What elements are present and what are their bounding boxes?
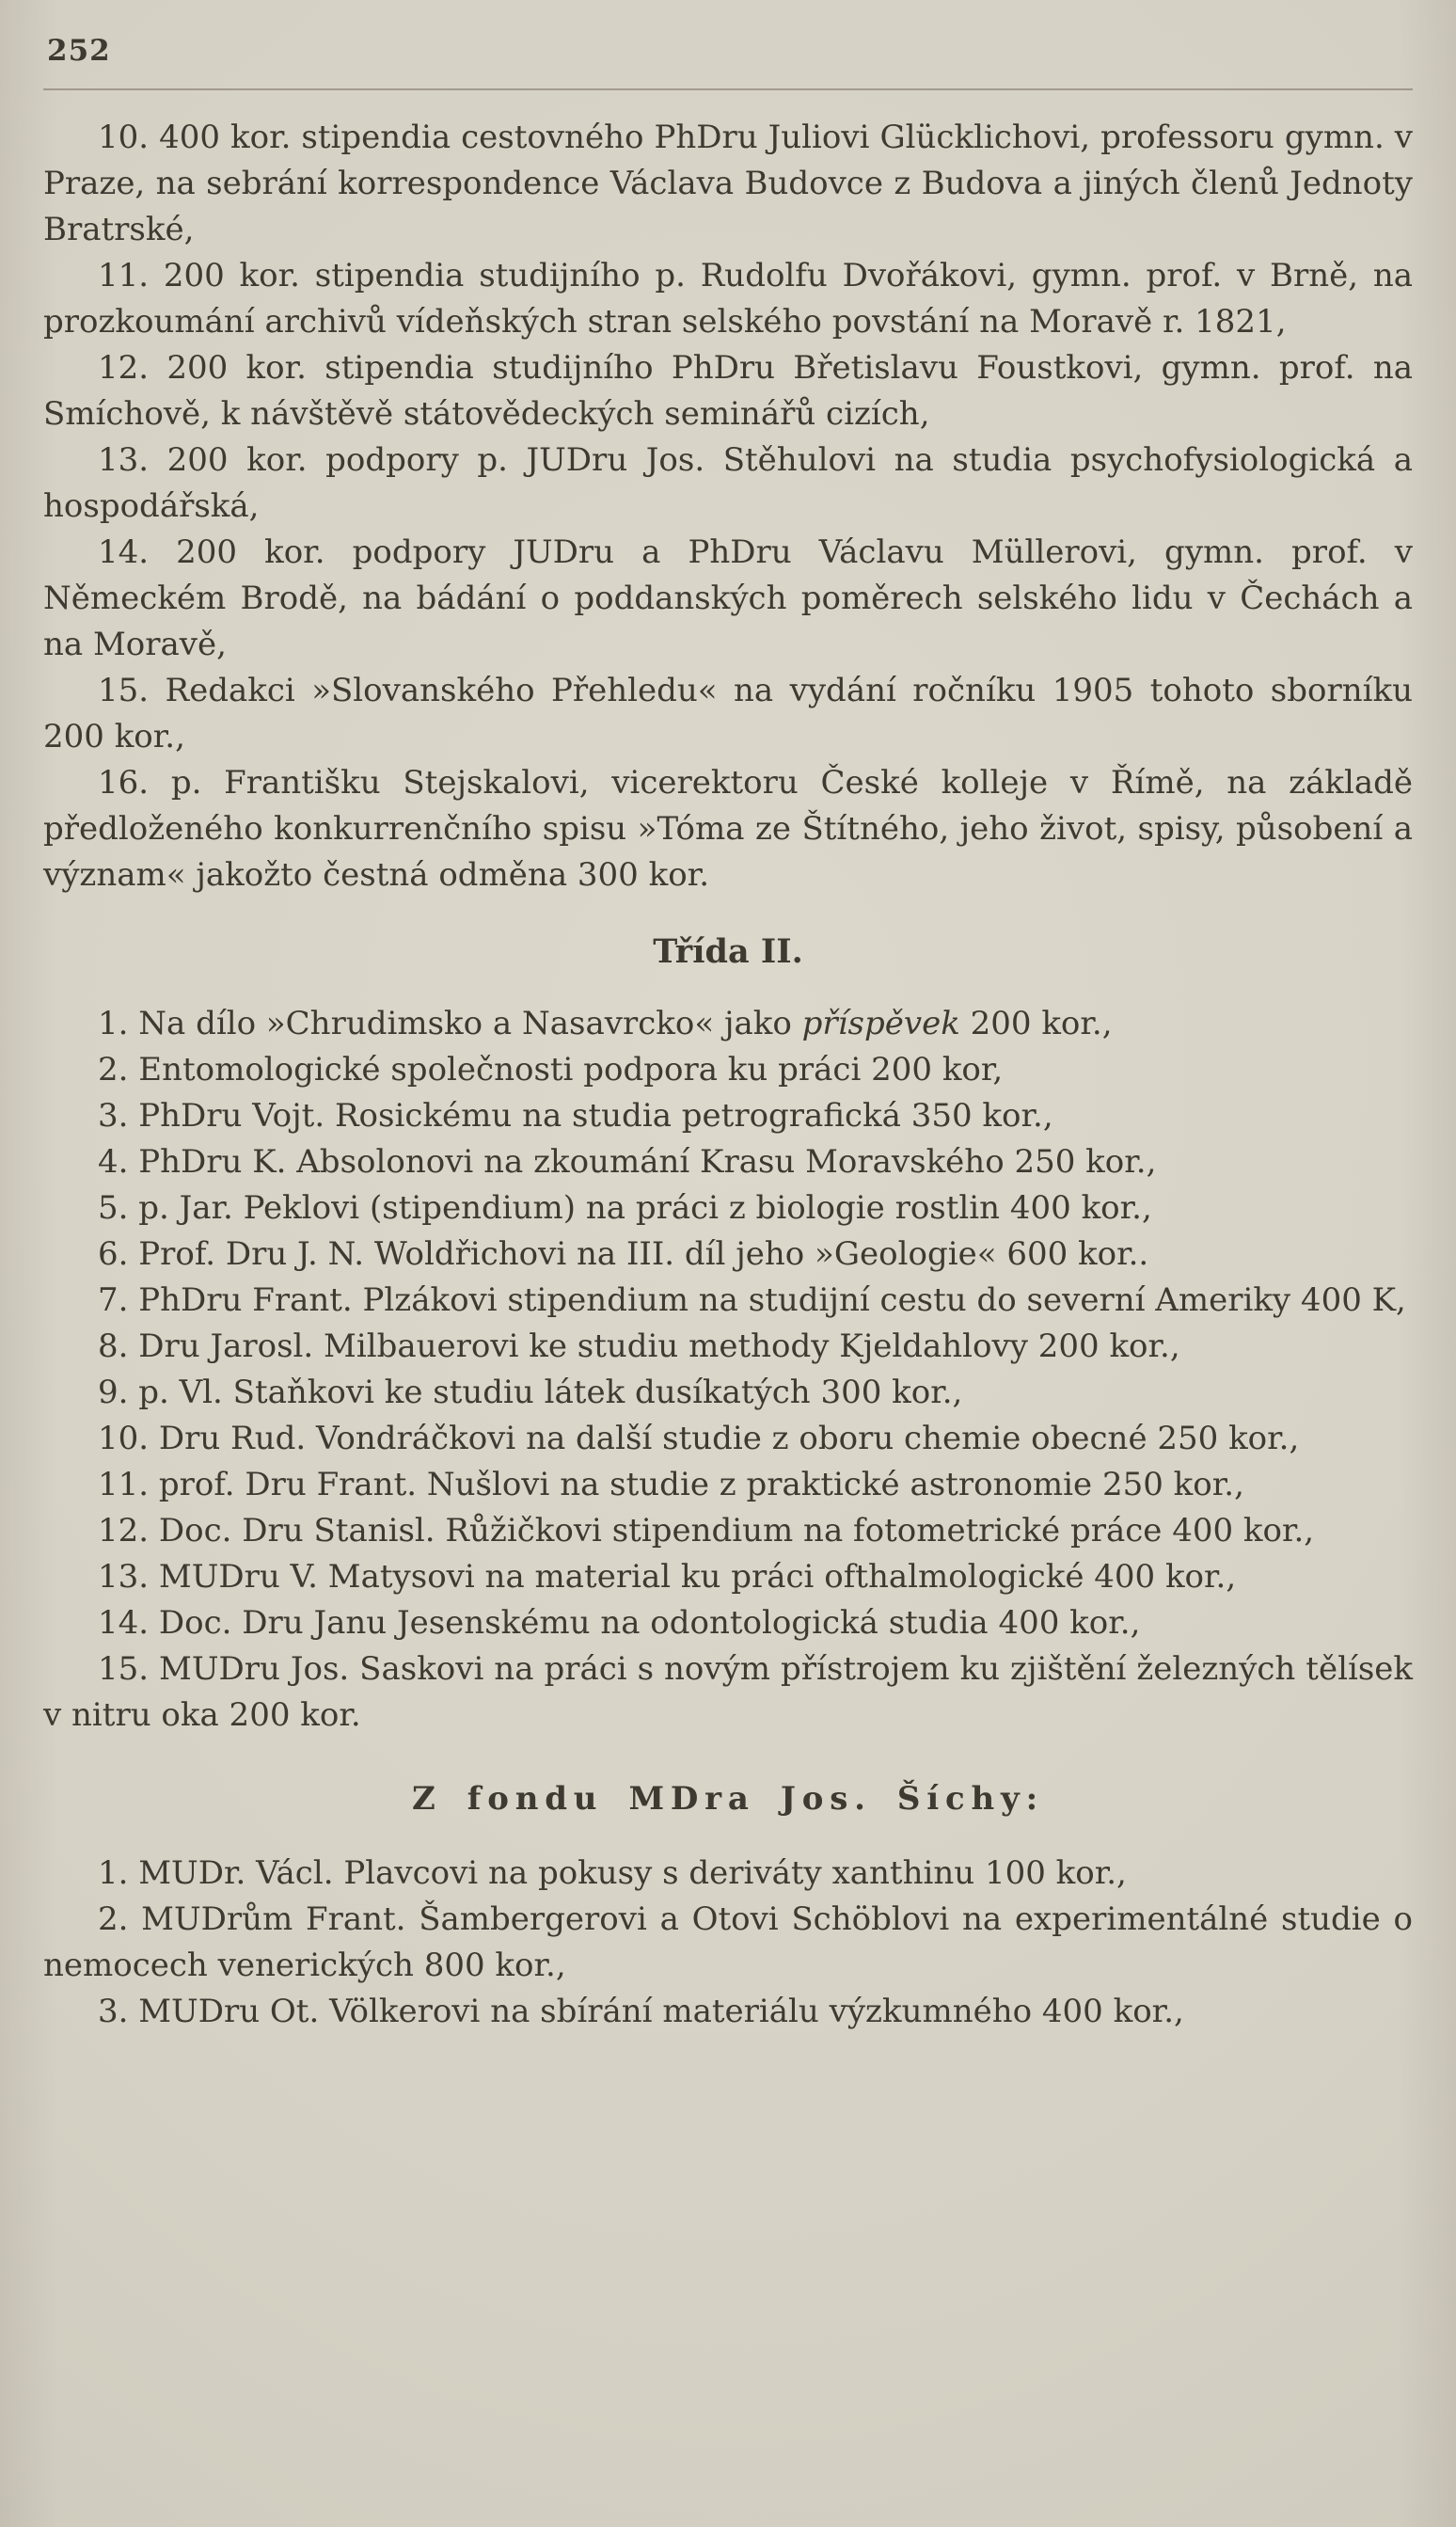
grant-item: 7. PhDru Frant. Plzákovi stipendium na studijní cestu do severní Ameriky 400 K, bbox=[98, 1281, 1406, 1319]
grant-item: 12. 200 kor. stipendia studijního PhDru Břetislavu Foustkovi, gymn. prof. na Smíchově, k návštěvě státovědeckých seminářů cizích, bbox=[43, 349, 1413, 433]
section-trida-ii bbox=[43, 1001, 1413, 1739]
grant-item: 8. Dru Jarosl. Milbauerovi ke studiu methody Kjeldahlovy 200 kor., bbox=[98, 1327, 1180, 1365]
section-fond-sichy bbox=[43, 1851, 1413, 2035]
grant-item: 14. 200 kor. podpory JUDru a PhDru Václavu Müllerovi, gymn. prof. v Německém Brodě, na bádání o poddanských poměrech selského lidu v Čechách a na Moravě, bbox=[43, 533, 1413, 663]
section-grants-continuation bbox=[43, 115, 1413, 898]
section-heading-trida-ii: Třída II. bbox=[653, 932, 803, 971]
grant-item: 11. 200 kor. stipendia studijního p. Rudolfu Dvořákovi, gymn. prof. v Brně, na prozkoumání archivů vídeňských stran selského povstání na Moravě r. 1821, bbox=[43, 257, 1413, 341]
grant-item: 1. MUDr. Václ. Plavcovi na pokusy s deriváty xanthinu 100 kor., bbox=[98, 1854, 1127, 1892]
grant-item: 2. MUDrům Frant. Šambergerovi a Otovi Schöblovi na experimentálné studie o nemocech venerických 800 kor., bbox=[43, 1900, 1413, 1984]
grant-item: 4. PhDru K. Absolonovi na zkoumání Krasu Moravského 250 kor., bbox=[98, 1143, 1157, 1181]
grant-item bbox=[43, 1001, 1413, 1047]
grant-item-text: 1. Na dílo »Chrudimsko a Nasavrcko« jako bbox=[98, 1005, 802, 1042]
grant-item: 13. MUDru V. Matysovi na material ku práci ofthalmologické 400 kor., bbox=[98, 1558, 1237, 1596]
grant-item: 6. Prof. Dru J. N. Woldřichovi na III. díl jeho »Geologie« 600 kor.. bbox=[98, 1235, 1149, 1273]
section-heading-fond-sichy: Z fondu MDra Jos. Šíchy: bbox=[412, 1780, 1044, 1818]
grant-item: 3. MUDru Ot. Völkerovi na sbírání materiálu výzkumného 400 kor., bbox=[98, 1993, 1184, 2030]
grant-item: 13. 200 kor. podpory p. JUDru Jos. Stěhulovi na studia psychofysiologická a hospodářská, bbox=[43, 441, 1413, 525]
grant-item: 10. 400 kor. stipendia cestovného PhDru Juliovi Glücklichovi, professoru gymn. v Praze, na sebrání korrespondence Václava Budovce z Budova a jiných členů Jednoty Bratrské, bbox=[43, 119, 1413, 248]
header-rule bbox=[43, 88, 1413, 90]
grant-item-text: 200 kor., bbox=[959, 1005, 1113, 1042]
grant-item: 14. Doc. Dru Janu Jesenskému na odontologická studia 400 kor., bbox=[98, 1604, 1141, 1642]
grant-item: 5. p. Jar. Peklovi (stipendium) na práci z biologie rostlin 400 kor., bbox=[98, 1189, 1152, 1227]
grant-item: 9. p. Vl. Staňkovi ke studiu látek dusíkatých 300 kor., bbox=[98, 1374, 963, 1411]
grant-item: 3. PhDru Vojt. Rosickému na studia petrografická 350 kor., bbox=[98, 1097, 1053, 1135]
grant-item: 15. MUDru Jos. Saskovi na práci s novým přístrojem ku zjištění železných tělísek v nitru oka 200 kor. bbox=[43, 1650, 1413, 1734]
page-number: 252 bbox=[47, 34, 111, 68]
grant-item: 12. Doc. Dru Stanisl. Růžičkovi stipendium na fotometrické práce 400 kor., bbox=[98, 1512, 1315, 1550]
emphasized-term: příspěvek bbox=[801, 1005, 960, 1042]
grant-item: 11. prof. Dru Frant. Nušlovi na studie z praktické astronomie 250 kor., bbox=[98, 1466, 1244, 1503]
grant-item: 10. Dru Rud. Vondráčkovi na další studie z oboru chemie obecné 250 kor., bbox=[98, 1420, 1300, 1457]
grant-item: 16. p. Františku Stejskalovi, vicerektoru České kolleje v Římě, na základě předloženého konkurrenčního spisu »Tóma ze Štítného, jeho život, spisy, působení a význam« jakožto čestná odměna 300 kor. bbox=[43, 764, 1413, 894]
grant-item: 2. Entomologické společnosti podpora ku práci 200 kor, bbox=[98, 1051, 1004, 1089]
grant-item: 15. Redakci »Slovanského Přehledu« na vydání ročníku 1905 tohoto sborníku 200 kor., bbox=[43, 672, 1413, 755]
